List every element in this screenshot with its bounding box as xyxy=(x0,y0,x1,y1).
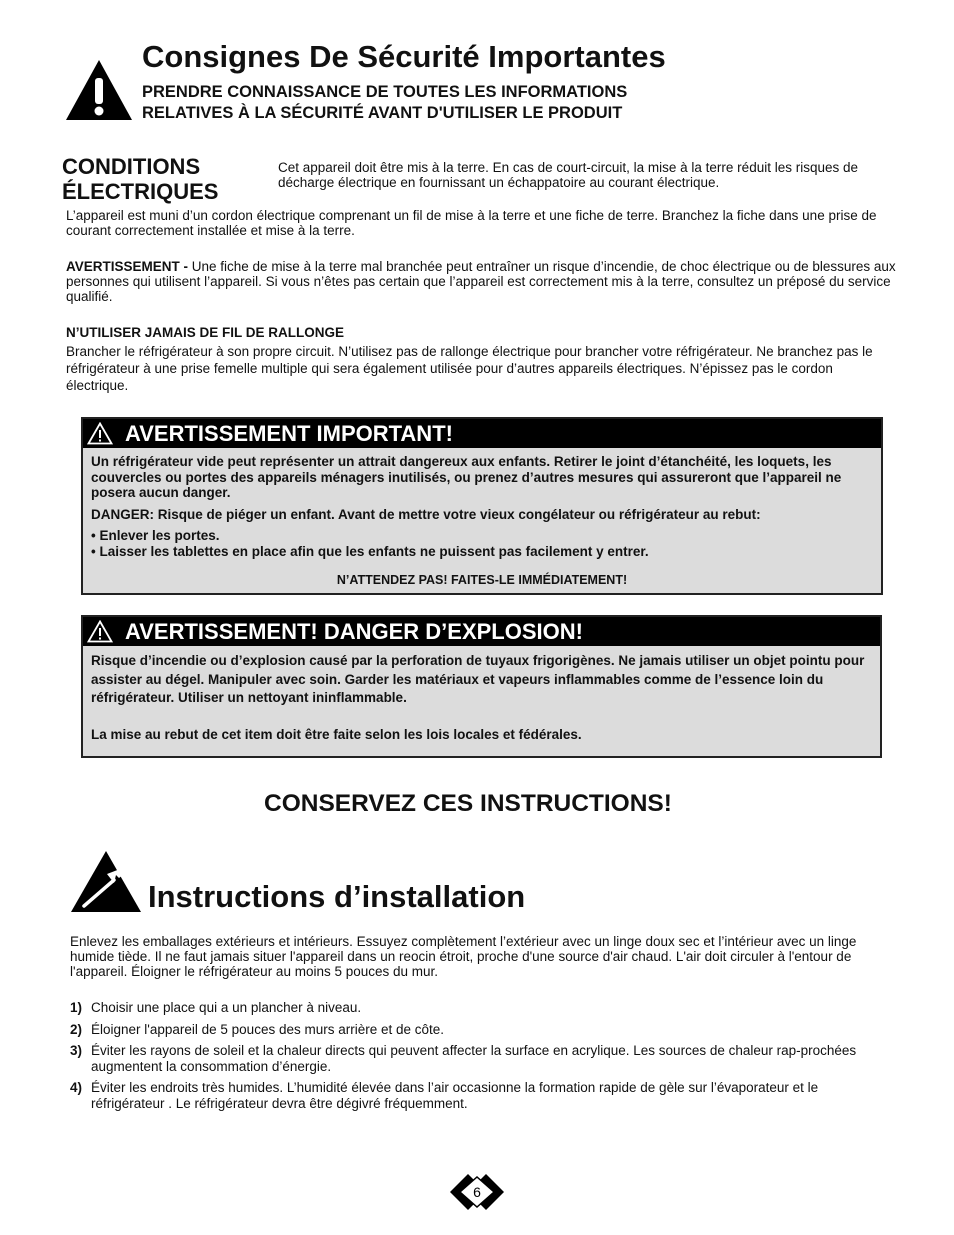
page-number xyxy=(448,1172,506,1212)
installation-intro: Enlevez les emballages extérieurs et intérieurs. Essuyez complètement l’extérieur avec un linge doux sec et l’intérieur avec un linge humide tiède. Il ne faut jamais situer l'appareil dans un reocin étroit, proche d'une source d'air chaud. L'air doit circuler à l'entour de l'appareil. Éloigner le réfrigérateur au moins 5 pouces du mur. xyxy=(70,934,857,979)
important-warning-body: Un réfrigérateur vide peut représenter un attrait dangereux aux enfants. Retirer le joint d’étanchéité, les loquets, les couvercles ou portes des appareils ménagers inutilisés, ou prenez d’autres mesures qui assureront que l’appareil ne posera aucun danger. DANGER: Risque de piéger un enfant. Avant de mettre votre vieux congélateur ou réfrigérateur au rebut: • Enlever les portes. • Laisser les tablettes en place afin que les enfants ne puissent pas facilement y entrer. N’ATTENDEZ PAS! FAITES-LE IMMÉDIATEMENT! xyxy=(83,448,881,589)
electrical-heading: CONDITIONS ÉLECTRIQUES xyxy=(62,154,219,204)
important-warning-header: AVERTISSEMENT IMPORTANT! xyxy=(83,419,881,448)
list-item: 2) Éloigner l'appareil de 5 pouces des murs arrière et de côte. xyxy=(70,1021,445,1037)
electrical-paragraph: L’appareil est muni d’un cordon électrique comprenant un fil de mise à la terre et une fiche de terre. Branchez la fiche dans une prise de courant correctement installée et mise à la terre. xyxy=(66,208,877,238)
page-number-text: 6 xyxy=(473,1184,481,1200)
page-subtitle: PRENDRE CONNAISSANCE DE TOUTES LES INFORMATIONS RELATIVES À LA SÉCURITÉ AVANT D'UTILISER LE PRODUIT xyxy=(142,83,628,122)
keep-instructions: CONSERVEZ CES INSTRUCTIONS! xyxy=(264,790,672,817)
electrical-warning: AVERTISSEMENT - Une fiche de mise à la terre mal branchée peut entraîner un risque d’incendie, de choc électrique ou de blessures aux personnes qui utilisent l’appareil. Si vous n’êtes pas certain que l’appareil est correctement mis à la terre, consultez un préposé du service qualifié. xyxy=(66,259,896,304)
caution-icon xyxy=(87,422,113,445)
page-title: Consignes De Sécurité Importantes xyxy=(142,39,666,74)
list-item: 1) Choisir une place qui a un plancher à niveau. xyxy=(70,1000,362,1015)
list-item: 3) Éviter les rayons de soleil et la chaleur directs qui peuvent affecter la surface en acrylique. Les sources de chaleur rap-prochées augmentent la consommation d’énergie. xyxy=(70,1043,857,1074)
explosion-warning-box xyxy=(81,615,882,758)
extension-text: Brancher le réfrigérateur à son propre circuit. N’utilisez pas de rallonge électrique pour brancher votre réfrigérateur. Ne branchez pas le réfrigérateur à une prise femelle multiple qui sera également utilisée pour d’autres appareils électriques. N’épissez pas le cordon électrique. xyxy=(66,344,873,393)
electrical-intro: Cet appareil doit être mis à la terre. En cas de court-circuit, la mise à la terre réduit les risques de décharge électrique en fournissant un échappatoire au courant électrique. xyxy=(278,160,858,190)
warning-label: AVERTISSEMENT - xyxy=(66,259,189,274)
warning-triangle-icon xyxy=(64,58,134,122)
explosion-warning-body: Risque d’incendie ou d’explosion causé par la perforation de tuyaux frigorigènes. Ne jamais utiliser un objet pointu pour assister au dégel. Manipuler avec soin. Garder les matériaux et vapeurs inflammables comme de l’essence loin du réfrigérateur. Utiliser un nettoyant ininflammable. La mise au rebut de cet item doit être faite selon les lois locales et fédérales. xyxy=(91,653,865,742)
installation-title: Instructions d’installation xyxy=(148,879,526,914)
important-warning-box xyxy=(81,417,883,595)
important-warning-footer: N’ATTENDEZ PAS! FAITES-LE IMMÉDIATEMENT! xyxy=(336,573,628,587)
list-item: 4) Éviter les endroits très humides. L’humidité élevée dans l’air occasionne la formation rapide de gèle sur l’évaporateur et le réfrigérateur . Le réfrigérateur devra être dégivré fréquemment. xyxy=(70,1080,819,1111)
hammer-triangle-icon xyxy=(70,850,142,913)
caution-icon xyxy=(87,620,113,643)
installation-steps xyxy=(70,1000,890,1117)
extension-heading: N’UTILISER JAMAIS DE FIL DE RALLONGE xyxy=(66,325,345,340)
explosion-warning-header: AVERTISSEMENT! DANGER D’EXPLOSION! xyxy=(83,617,880,646)
